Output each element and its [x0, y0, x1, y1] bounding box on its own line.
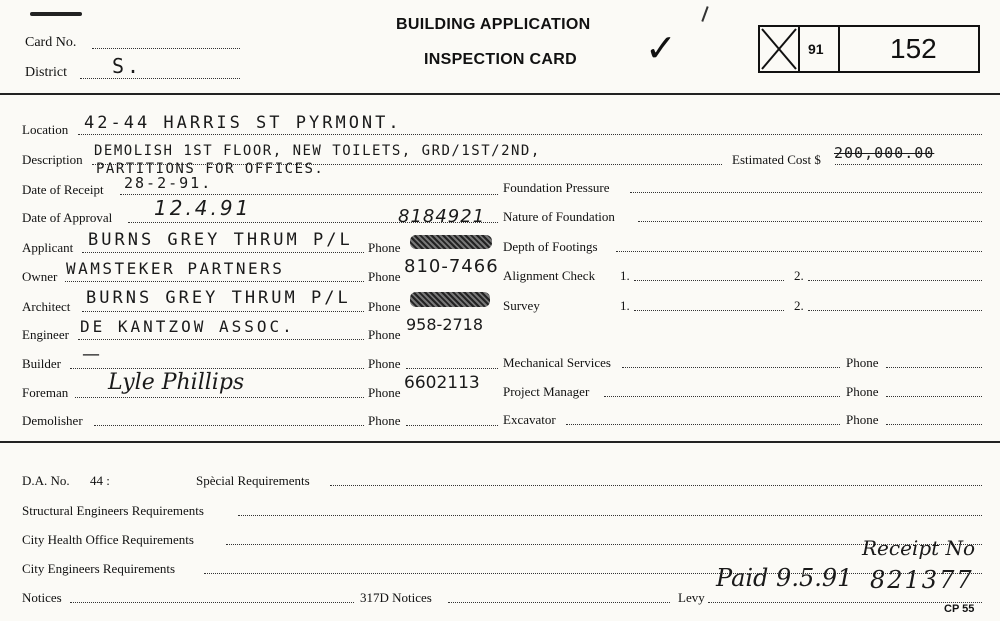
structural-engineers-line: [238, 515, 982, 516]
excavator-phone-label: Phone: [846, 412, 879, 427]
location-label: Location: [22, 122, 69, 137]
location-value: 42-44 HARRIS ST PYRMONT.: [84, 113, 402, 133]
foreman-phone-value: 6602113: [404, 373, 480, 393]
date-of-receipt-label: Date of Receipt: [22, 182, 104, 197]
alignment-one-label: 1.: [620, 268, 630, 283]
engineer-phone-label: Phone: [368, 327, 401, 342]
estimated-cost-label: Estimated Cost $: [732, 152, 821, 167]
applicant-phone-label: Phone: [368, 240, 401, 255]
applicant-line: [82, 252, 364, 253]
alignment-two-line: [808, 280, 982, 281]
city-engineers-label: City Engineers Requirements: [22, 561, 176, 576]
notices-label: Notices: [22, 590, 62, 605]
architect-phone-scribble: [410, 292, 490, 307]
foreman-label: Foreman: [22, 385, 69, 400]
paid-note: Paid 9.5.91: [716, 564, 853, 592]
city-health-label: City Health Office Requirements: [22, 532, 194, 547]
owner-line: [65, 281, 364, 282]
description-label: Description: [22, 152, 83, 167]
survey-one-line: [634, 310, 784, 311]
title-line-2: INSPECTION CARD: [424, 51, 577, 68]
footer-code: CP 55: [944, 603, 975, 615]
excavator-label: Excavator: [503, 412, 556, 427]
survey-one-label: 1.: [620, 298, 630, 313]
receipt-number-value: 821377: [870, 566, 974, 594]
date-of-approval-label: Date of Approval: [22, 210, 113, 225]
architect-line: [82, 311, 364, 312]
card-number-box: [758, 25, 980, 73]
engineer-label: Engineer: [22, 327, 69, 342]
da-no-label: D.A. No.: [22, 473, 70, 488]
estimated-cost-value: 200,000.00: [834, 144, 935, 162]
applicant-value: BURNS GREY THRUM P/L: [88, 230, 353, 250]
foreman-value: Lyle Phillips: [108, 370, 245, 395]
date-of-receipt-value: 28-2-91.: [124, 174, 213, 192]
owner-phone-value: 810-7466: [404, 256, 499, 277]
tick-stroke: [701, 6, 708, 22]
depth-of-footings-label: Depth of Footings: [503, 239, 598, 254]
box-small-number: 91: [808, 41, 824, 57]
depth-of-footings-line: [616, 251, 982, 252]
engineer-phone-value: 958-2718: [406, 315, 484, 334]
date-of-receipt-line: [120, 194, 498, 195]
nature-of-foundation-label: Nature of Foundation: [503, 209, 615, 224]
applicant-phone-scribble: [410, 235, 492, 249]
foreman-phone-label: Phone: [368, 385, 401, 400]
location-line: [78, 134, 982, 135]
architect-phone-label: Phone: [368, 299, 401, 314]
engineer-line: [78, 339, 364, 340]
notices-line: [70, 602, 354, 603]
date-of-approval-value: 12.4.91: [154, 196, 252, 220]
builder-phone-line: [406, 368, 498, 369]
district-value: S.: [112, 54, 143, 78]
top-rule: [0, 93, 1000, 95]
owner-phone-label: Phone: [368, 269, 401, 284]
applicant-phone-note: 8184921: [398, 206, 486, 227]
special-requirements-line: [330, 485, 982, 486]
title-line-1: BUILDING APPLICATION: [396, 16, 591, 33]
survey-two-line: [808, 310, 982, 311]
description-value-line2: PARTITIONS FOR OFFICES.: [96, 161, 325, 177]
builder-line: [70, 368, 364, 369]
levy-line: [708, 602, 982, 603]
survey-label: Survey: [503, 298, 540, 313]
middle-rule: [0, 441, 1000, 443]
project-manager-phone-line: [886, 396, 982, 397]
card-no-label: Card No.: [25, 35, 77, 50]
mechanical-services-label: Mechanical Services: [503, 355, 611, 370]
survey-two-label: 2.: [794, 298, 804, 313]
district-label: District: [25, 65, 67, 80]
builder-value: —: [82, 344, 100, 365]
notices-317d-label: 317D Notices: [360, 590, 432, 605]
notices-317d-line: [448, 602, 670, 603]
special-requirements-label: Spècial Requirements: [196, 473, 310, 488]
nature-of-foundation-line: [638, 221, 982, 222]
excavator-line: [566, 424, 840, 425]
architect-value: BURNS GREY THRUM P/L: [86, 288, 351, 308]
architect-label: Architect: [22, 299, 71, 314]
alignment-check-label: Alignment Check: [503, 268, 596, 283]
card-no-line: [92, 48, 240, 49]
receipt-label-handwritten: Receipt No: [862, 536, 976, 560]
owner-label: Owner: [22, 269, 58, 284]
demolisher-phone-label: Phone: [368, 413, 401, 428]
box-card-number: 152: [890, 33, 937, 64]
foreman-line: [75, 397, 364, 398]
district-line: [80, 78, 240, 79]
levy-label: Levy: [678, 590, 705, 605]
builder-label: Builder: [22, 356, 61, 371]
mechanical-phone-line: [886, 367, 982, 368]
estimated-cost-line: [835, 164, 982, 165]
foundation-pressure-label: Foundation Pressure: [503, 180, 610, 195]
check-mark: ✓: [645, 26, 677, 70]
project-manager-label: Project Manager: [503, 384, 590, 399]
da-no-value: 44 :: [90, 473, 110, 488]
builder-phone-label: Phone: [368, 356, 401, 371]
owner-value: WAMSTEKER PARTNERS: [66, 259, 285, 278]
structural-engineers-label: Structural Engineers Requirements: [22, 503, 204, 518]
excavator-phone-line: [886, 424, 982, 425]
box-x-cell: [760, 27, 800, 71]
demolisher-line: [94, 425, 364, 426]
engineer-value: DE KANTZOW ASSOC.: [80, 317, 295, 336]
city-engineers-line: [204, 573, 982, 574]
demolisher-label: Demolisher: [22, 413, 83, 428]
alignment-one-line: [634, 280, 784, 281]
applicant-label: Applicant: [22, 240, 74, 255]
alignment-two-label: 2.: [794, 268, 804, 283]
mechanical-phone-label: Phone: [846, 355, 879, 370]
mechanical-services-line: [622, 367, 840, 368]
demolisher-phone-line: [406, 425, 498, 426]
project-manager-phone-label: Phone: [846, 384, 879, 399]
project-manager-line: [604, 396, 840, 397]
header-scribble-mark: [30, 12, 82, 16]
foundation-pressure-line: [630, 192, 982, 193]
description-value-line1: DEMOLISH 1ST FLOOR, NEW TOILETS, GRD/1ST/2ND,: [94, 143, 541, 159]
cross-icon: [760, 27, 798, 71]
